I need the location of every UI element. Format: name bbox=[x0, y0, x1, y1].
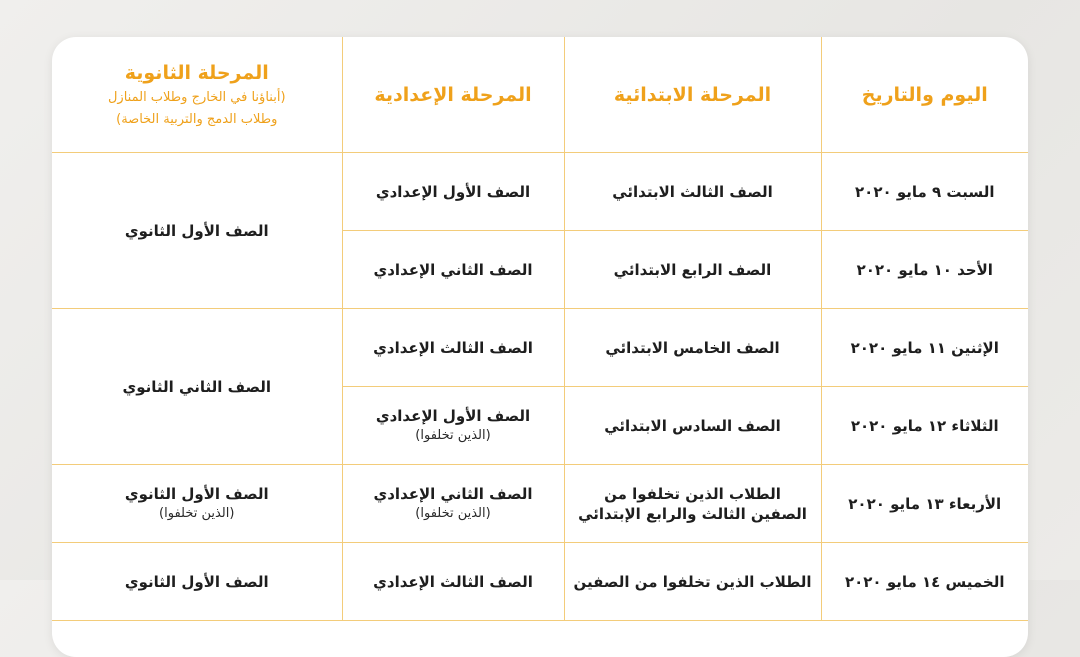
secondary-label: الصف الأول الثانوي bbox=[124, 484, 269, 503]
prep-cell: الصف الثالث الإعدادي bbox=[342, 309, 564, 387]
day-cell: السبت ٩ مايو ٢٠٢٠ bbox=[821, 153, 1028, 231]
table-row bbox=[52, 153, 1028, 231]
header-day: اليوم والتاريخ bbox=[821, 37, 1028, 153]
secondary-cell bbox=[52, 465, 342, 543]
exam-schedule-table bbox=[52, 37, 1028, 621]
prep-note: (الذين تخلفوا) bbox=[415, 427, 491, 443]
prep-cell: الصف الثالث الإعدادي bbox=[342, 543, 564, 621]
day-cell: الأربعاء ١٣ مايو ٢٠٢٠ bbox=[821, 465, 1028, 543]
day-cell: الأحد ١٠ مايو ٢٠٢٠ bbox=[821, 231, 1028, 309]
prep-note: (الذين تخلفوا) bbox=[415, 505, 491, 521]
header-secondary: المرحلة الثانوية (أبناؤنا في الخارج وطلاب المنازل وطلاب الدمج والتربية الخاصة) bbox=[52, 37, 342, 153]
primary-line: الصفين الثالث والرابع الإبتدائي bbox=[578, 504, 807, 523]
prep-cell: الصف الثاني الإعدادي bbox=[342, 231, 564, 309]
prep-cell bbox=[342, 465, 564, 543]
prep-label: الصف الأول الإعدادي bbox=[375, 406, 531, 425]
prep-label: الصف الثاني الإعدادي bbox=[373, 484, 533, 503]
primary-cell: الصف الخامس الابتدائي bbox=[564, 309, 821, 387]
primary-line: الطلاب الذين تخلفوا من bbox=[604, 484, 781, 503]
schedule-card bbox=[52, 37, 1028, 657]
primary-cell: الطلاب الذين تخلفوا من الصفين bbox=[564, 543, 821, 621]
table-row bbox=[52, 465, 1028, 543]
secondary-cell: الصف الأول الثانوي bbox=[52, 543, 342, 621]
primary-cell: الصف الثالث الابتدائي bbox=[564, 153, 821, 231]
primary-cell bbox=[564, 465, 821, 543]
prep-cell: الصف الأول الإعدادي bbox=[342, 153, 564, 231]
day-cell: الثلاثاء ١٢ مايو ٢٠٢٠ bbox=[821, 387, 1028, 465]
secondary-cell: الصف الثاني الثانوي bbox=[52, 309, 342, 465]
secondary-note: (الذين تخلفوا) bbox=[159, 505, 235, 521]
header-row bbox=[52, 37, 1028, 153]
prep-cell bbox=[342, 387, 564, 465]
secondary-cell: الصف الأول الثانوي bbox=[52, 153, 342, 309]
header-prep: المرحلة الإعدادية bbox=[342, 37, 564, 153]
day-cell: الخميس ١٤ مايو ٢٠٢٠ bbox=[821, 543, 1028, 621]
primary-cell: الصف الرابع الابتدائي bbox=[564, 231, 821, 309]
table-row bbox=[52, 309, 1028, 387]
table-row bbox=[52, 543, 1028, 621]
header-primary: المرحلة الابتدائية bbox=[564, 37, 821, 153]
primary-cell: الصف السادس الابتدائي bbox=[564, 387, 821, 465]
day-cell: الإثنين ١١ مايو ٢٠٢٠ bbox=[821, 309, 1028, 387]
